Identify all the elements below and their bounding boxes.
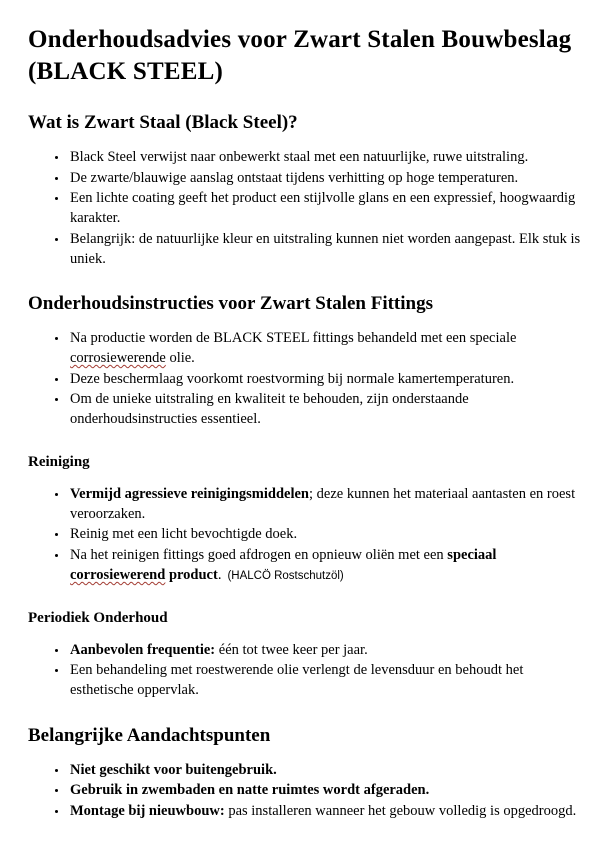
text-run: pas installeren wanneer het gebouw volledig is opgedroogd. <box>224 803 577 820</box>
text-run: Belangrijk: de natuurlijke kleur en uitstraling kunnen niet worden aangepast. Elk stuk is uniek. <box>70 230 581 267</box>
text-run: Een behandeling met roestwerende olie verlengt de levensduur en behoudt het esthetische oppervlak. <box>70 662 524 698</box>
text-run: Om de unieke uitstraling en kwaliteit te behouden, zijn onderstaande onderhoudsinstructies essentieel. <box>70 391 469 428</box>
text-run: De zwarte/blauwige aanslag ontstaat tijdens verhitting op hoge temperaturen. <box>70 169 519 186</box>
section-heading: Periodiek Onderhoud <box>28 609 168 626</box>
bullet-list <box>28 761 581 822</box>
bullet-item <box>68 781 581 801</box>
text-run: Niet geschikt voor buitengebruik. <box>70 761 277 778</box>
text-run: ; deze kunnen het materiaal aantasten en roest veroorzaken. <box>70 485 576 522</box>
bullet-list <box>28 329 581 430</box>
text-run: olie. <box>165 350 195 367</box>
bullet-item <box>68 802 581 822</box>
bullet-item <box>68 641 581 661</box>
text-run: Deze beschermlaag voorkomt roestvorming bij normale kamertemperaturen. <box>70 370 515 387</box>
bullet-list <box>28 485 581 586</box>
text-run: Na het reinigen fittings goed afdrogen en opnieuw oliën met een <box>70 547 448 564</box>
text-run: één tot twee keer per jaar. <box>215 641 368 658</box>
text-run: Na productie worden de BLACK STEEL fittings behandeld met een speciale <box>70 330 517 347</box>
text-run: corrosiewerende <box>70 350 166 367</box>
section-heading: Reiniging <box>28 453 90 470</box>
text-run: Vermijd agressieve reinigingsmiddelen <box>70 485 309 502</box>
section-heading: Belangrijke Aandachtspunten <box>28 724 271 746</box>
text-run: Aanbevolen frequentie: <box>70 641 216 658</box>
text-run: product <box>165 566 218 583</box>
bullet-item <box>68 390 581 429</box>
document-title: Onderhoudsadvies voor Zwart Stalen Bouwbeslag (BLACK STEEL) <box>28 26 572 85</box>
text-run: speciaal <box>447 547 497 564</box>
text-run: Een lichte coating geeft het product een stijlvolle glans en een expressief, hoogwaardig karakter. <box>70 190 576 227</box>
annotation-run: (HALCÖ Rostschutzöl) <box>227 569 344 582</box>
document-sections <box>28 112 581 822</box>
bullet-item <box>68 525 581 545</box>
bullet-item <box>68 329 581 368</box>
bullet-list <box>28 148 581 269</box>
section-heading: Onderhoudsinstructies voor Zwart Stalen Fittings <box>28 293 434 315</box>
bullet-list <box>28 641 581 701</box>
bullet-item <box>68 148 581 168</box>
bullet-item <box>68 230 581 269</box>
bullet-item <box>68 661 581 700</box>
text-run: Reinig met een licht bevochtigde doek. <box>70 526 298 543</box>
bullet-item <box>68 546 581 585</box>
bullet-item <box>68 485 581 524</box>
text-run: Black Steel verwijst naar onbewerkt staal met een natuurlijke, ruwe uitstraling. <box>70 149 529 165</box>
bullet-item <box>68 370 581 390</box>
text-run: . <box>217 566 222 583</box>
text-run: corrosiewerend <box>70 566 166 583</box>
text-run: Montage bij nieuwbouw: <box>70 803 225 820</box>
bullet-item <box>68 169 581 189</box>
bullet-item <box>68 761 581 781</box>
bullet-item <box>68 189 581 228</box>
section-heading: Wat is Zwart Staal (Black Steel)? <box>28 112 298 133</box>
text-run: Gebruik in zwembaden en natte ruimtes wordt afgeraden. <box>70 782 430 799</box>
